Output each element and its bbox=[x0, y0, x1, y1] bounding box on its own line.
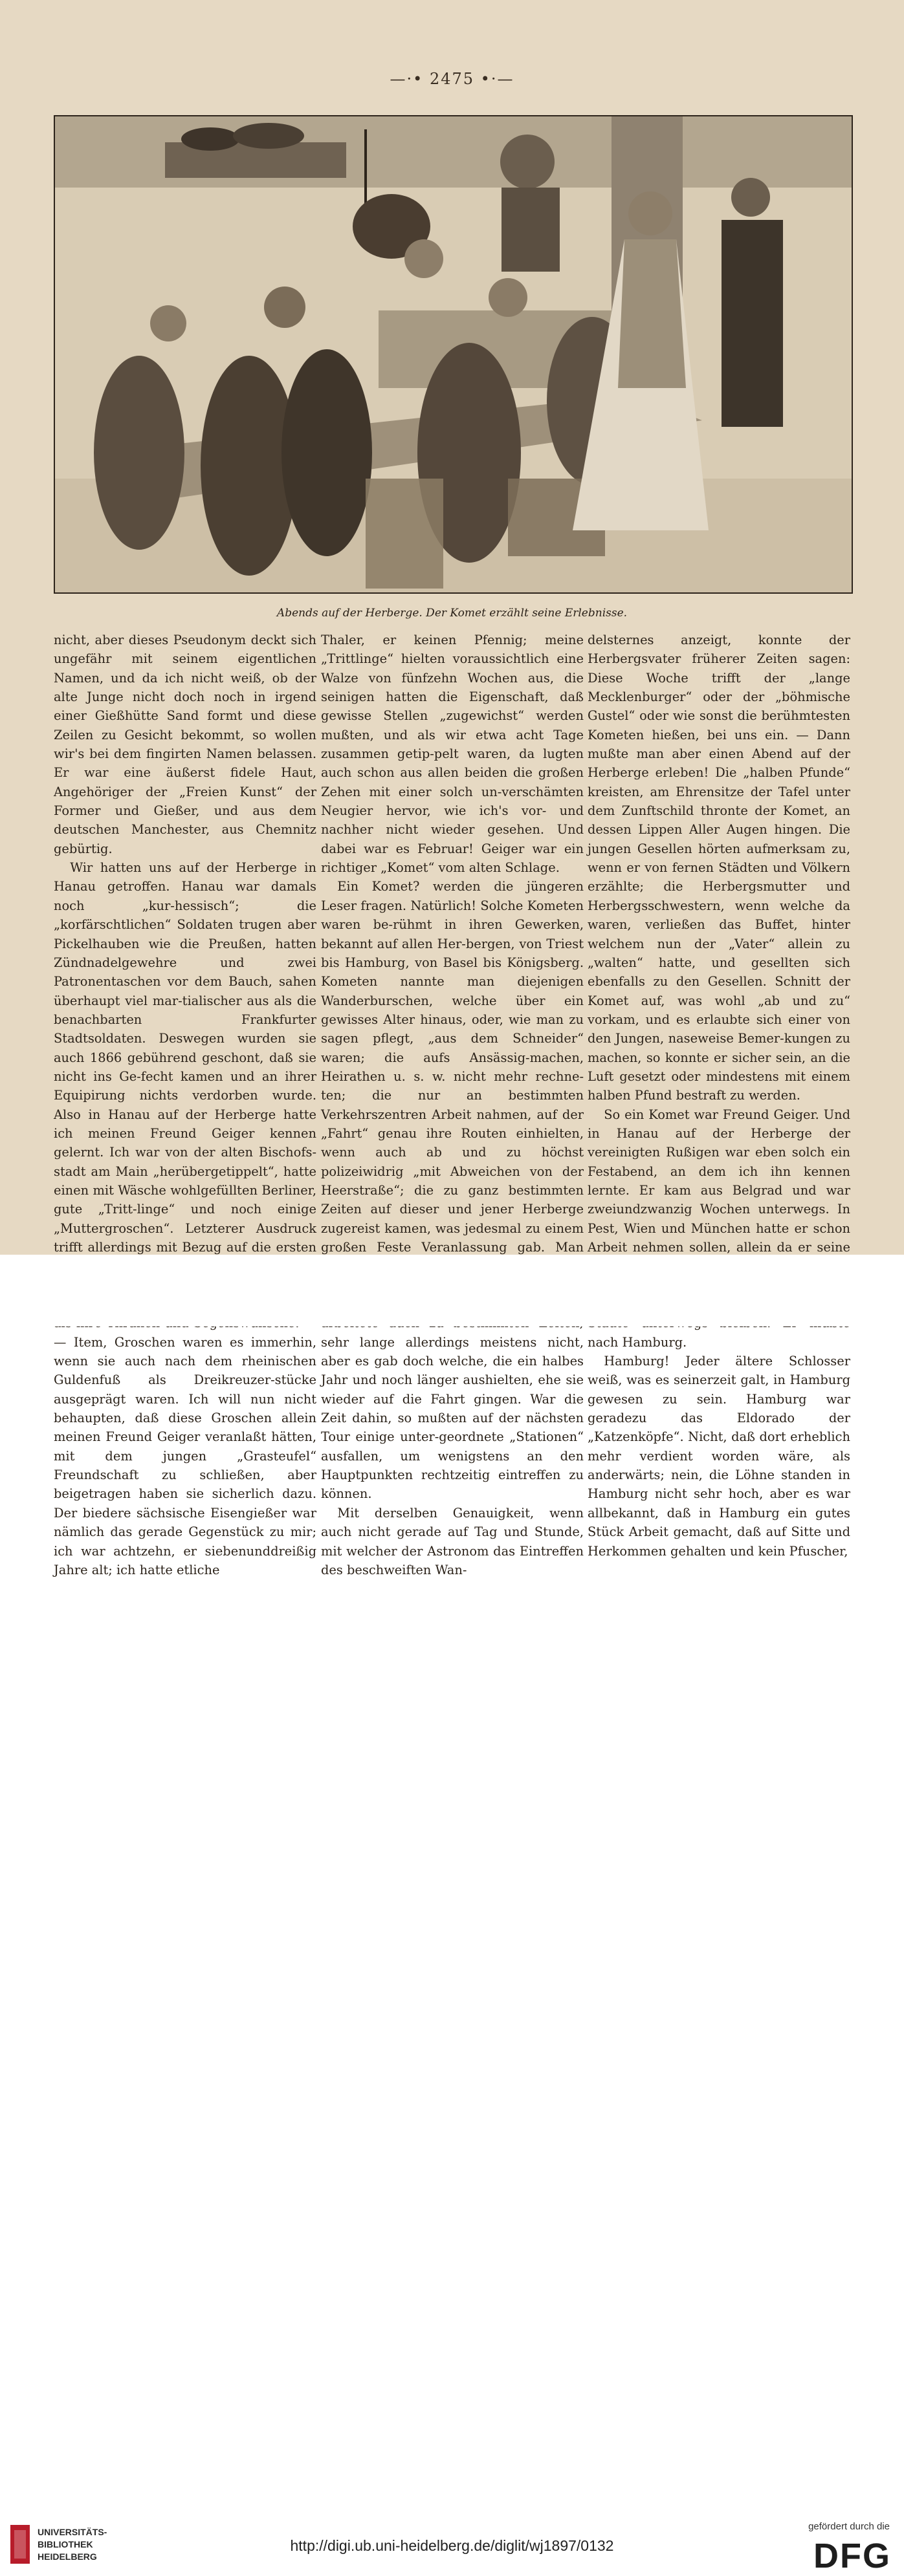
column-paragraph: So ein Komet war Freund Geiger. Und in Hanau auf der Herberge der vereinigten Rußigen war eben solch ein Festabend, an dem ich ihn kennen lernte. Er kam aus Belgrad und war zweiundzwanzig Wochen unterwegs. In Pest, Wien und München hatte er schon Arbeit nehmen sollen, allein da er seine nach Hamburg. bbox=[588, 1107, 850, 1350]
column-paragraph: Ein Komet? werden die jüngeren Leser fragen. Natürlich! Solche Kometen waren be-rühmt in ihren Gewerken, bekannt auf allen Her-bergen, von Triest bis Hamburg, von Basel bis Königsberg. Kometen nannte man diejenigen Wanderburschen, welche über ein gewisses Alter hinaus, oder, wie man zu sagen pflegt, „aus dem Schneider“ waren; die aufs Ansässig-machen, Heirathen u. s. w. nicht mehr rechne-ten; die nur an bestimmten Verkehrszentren Arbeit nahmen, auf der „Fahrt“ genau ihre Routen einhielten, wenn auch ab und zu höchst polizeiwidrig „mit Abweichen von der Heerstraße“; die zu ganz bestimmten Zeiten auf dieser und jener Herberge zugereist kamen, was jedesmal zu einem großen Feste Veranlassung gab. Man sehr lange allerdings meistens nicht, aber es gab doch welche, die ein halbes Jahr und noch länger aushielten, ehe sie wieder auf die Fahrt gingen. War die Zeit dahin, so mußten auf der nächsten Tour einige unter-geordnete „Stationen“ ausfallen, um wenigstens an den Hauptpunkten rechtzeitig eintreffen zu können. bbox=[321, 879, 584, 1502]
column-paragraph: Thaler, er keinen Pfennig; meine „Trittlinge“ hielten voraussichtlich eine Walze von fünfzehn Wochen aus, die seinigen hatten die Eigenschaft, daß gewisse Stellen „zugewichst“ werden mußten, und als wir etwa acht Tage zusammen getip-pelt waren, da lugten auch schon aus allen beiden die großen Zehen mit einer solch un-verschämten Neugier hervor, wie ich's vor- und nachher nicht wieder gesehen. Und dabei war es Februar! Geiger war ein richtiger „Komet“ vom alten Schlage. bbox=[321, 633, 584, 876]
funding-label: gefördert durch die bbox=[808, 2521, 890, 2532]
text-column-1 bbox=[54, 631, 316, 1579]
illustration-caption: Abends auf der Herberge. Der Komet erzählt seine Erlebnisse. bbox=[276, 607, 628, 620]
column-paragraph: delsternes anzeigt, konnte der Herbergsvater früherer Zeiten sagen: Diese Woche trifft der „lange Mecklenburger“ oder der „böhmische Gustel“ oder wie sonst die berühmtesten Kometen hießen, bei uns ein. — Dann mußte man aber einen Abend auf der Herberge erleben! Die „halben Pfunde“ kreisten, am Ehrensitze der Tafel unter dem Zunftschild thronte der Komet, an dessen Lippen Aller Augen hingen. Die jungen Gesellen hörten aufmerksam zu, wenn er von fernen Städten und Völkern erzählte; die Herbergsmutter und Herbergsschwestern, wenn welche da waren, verließen das Buffet, hinter welchem nun der „Vater“ allein zu „walten“ hatte, und gesellten sich ebenfalls zu den Gesellen. Schnitt der Komet auf, was wohl „ab und zu“ vorkam, und es erlaubte sich einer von den Jungen, naseweise Bemer-kungen zu machen, so konnte er sicher sein, an die Luft gesetzt oder mindestens mit einem halben Pfund bestraft zu werden. bbox=[588, 633, 850, 1103]
column-paragraph: Hamburg! Jeder ältere Schlosser weiß, was es seinerzeit galt, in Hamburg gewesen zu sein. Hamburg war geradezu das Eldorado der „Katzenköpfe“. Nicht, daß dort erheblich mehr verdient worden wäre, als anderwärts; nein, die Löhne standen in Hamburg nicht sehr hoch, aber es war allbekannt, daß in Hamburg ein gutes Stück Arbeit gemacht, daß auf Sitte und Herkommen gehalten und kein Pfuscher, bbox=[588, 1354, 850, 1559]
column-paragraph: Wir hatten uns auf der Herberge in Hanau getroffen. Hanau war damals noch „kur-hessisch“; die „korfärschtlichen“ Soldaten trugen aber Pickelhauben wie die Preußen, hatten Zündnadelgewehre und zwei Patronentaschen vor dem Bauch, sahen überhaupt viel mar-tialischer aus als die benachbarten Frankfurter Stadtsoldaten. Deswegen wurden sie auch 1866 gebührend geschont, daß sie nicht ins Ge-fecht kamen und an ihrer Equipirung nichts verdorben wurde. Also in Hanau auf der Herberge hatte ich meinen Freund Geiger kennen gelernt. Ich war von der alten Bischofs-stadt am Main „herübergetippelt“, hatte einen mit Wäsche wohlgefüllten Berliner, gute „Tritt-linge“ und noch einige „Muttergroschen“. Letzterer Ausdruck trifft allerdings mit Bezug auf die ersten — Item, Groschen waren es immerhin, wenn sie auch nach dem rheinischen Guldenfuß als Dreikreuzer-stücke ausgeprägt waren. Ich will nun nicht behaupten, daß diese Groschen allein meinen Freund Geiger veranlaßt hätten, mit dem jungen „Grasteufel“ Freundschaft zu schließen, aber beigetragen haben sie sicherlich dazu. Der biedere sächsische Eisengießer war nämlich das gerade Gegenstück zu mir; ich war achtzehn, er siebenunddreißig Jahre alt; ich hatte etliche bbox=[54, 860, 316, 1577]
column-paragraph: Mit derselben Genauigkeit, wenn auch nicht gerade auf Tag und Stunde, mit welcher der Astronom das Eintreffen des beschweiften Wan- bbox=[321, 1505, 584, 1577]
dfg-logo[interactable]: DFG bbox=[813, 2537, 891, 2575]
column-paragraph: nicht, aber dieses Pseudonym deckt sich ungefähr mit seinem eigentlichen Namen, und da ich nicht weiß, ob der alte Junge nicht doch noch in irgend einer Gießhütte Sand formt und diese Zeilen zu Gesicht bekommt, so wollen wir's bei dem fingirten Namen belassen. Er war eine äußerst fidele Haut, Angehöriger der „Freien Kunst“ der Former und Gießer, und aus dem deutschen Manchester, aus Chemnitz gebürtig. bbox=[54, 633, 316, 856]
page-number: —·• 2475 •·— bbox=[390, 70, 514, 88]
page-number-value: 2475 bbox=[429, 70, 475, 88]
text-column-3 bbox=[588, 631, 850, 1561]
text-column-2 bbox=[321, 631, 584, 1579]
library-logo-text[interactable]: UNIVERSITÄTS- BIBLIOTHEK HEIDELBERG bbox=[38, 2527, 107, 2562]
tavern-illustration bbox=[54, 115, 853, 594]
permalink-url[interactable]: http://digi.ub.uni-heidelberg.de/diglit/wj1897/0132 bbox=[290, 2537, 614, 2554]
